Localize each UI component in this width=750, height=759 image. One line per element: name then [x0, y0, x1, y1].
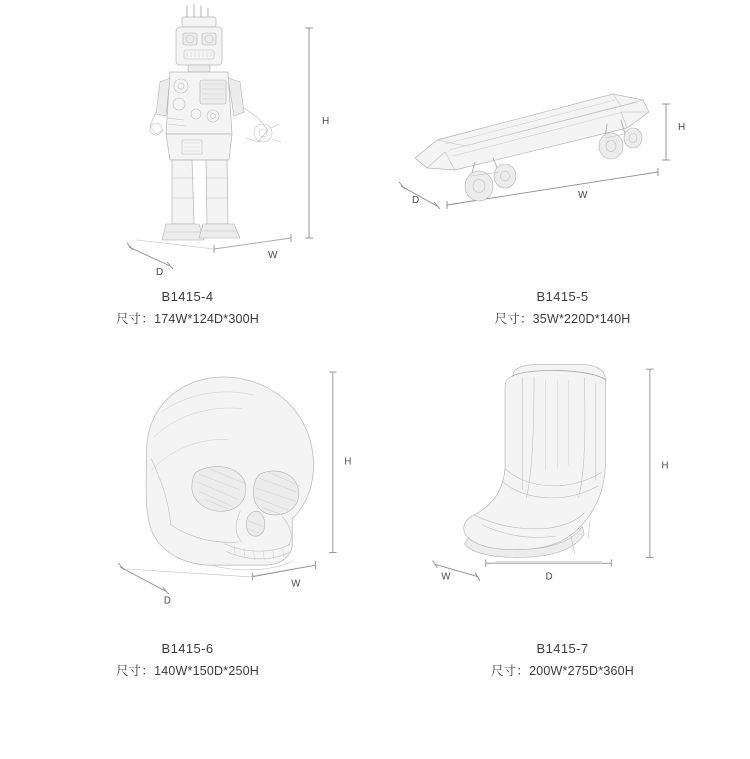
- skull-width-label: W: [291, 578, 301, 590]
- product-dimensions: 尺寸：35W*220D*140H: [494, 312, 631, 326]
- product-caption: [0, 640, 375, 680]
- product-cell-b1415-6: [0, 345, 375, 685]
- product-cell-b1415-4: [0, 0, 375, 340]
- skateboard-figurine-illustration: [375, 0, 750, 280]
- skateboard-height-label: H: [678, 122, 686, 133]
- skull-height-label: H: [344, 456, 352, 468]
- skull-figurine-illustration: [0, 345, 375, 625]
- product-cell-b1415-5: [375, 0, 750, 340]
- robot-depth-label: D: [156, 267, 164, 278]
- robot-figurine-illustration: [0, 0, 375, 280]
- boot-width-label: W: [441, 571, 451, 583]
- product-dimensions: 尺寸：200W*275D*360H: [490, 664, 635, 678]
- product-code: B1415-4: [161, 289, 214, 304]
- skull-depth-label: D: [163, 595, 171, 607]
- product-code: B1415-5: [536, 289, 589, 304]
- boot-depth-label: D: [545, 571, 553, 583]
- boot-height-label: H: [661, 460, 669, 472]
- robot-width-label: W: [268, 250, 278, 261]
- boot-figurine-illustration: [375, 345, 750, 625]
- product-code: B1415-7: [536, 641, 589, 656]
- skateboard-width-label: W: [578, 190, 588, 201]
- product-code: B1415-6: [161, 641, 214, 656]
- skateboard-depth-label: D: [412, 195, 420, 206]
- product-cell-b1415-7: [375, 345, 750, 685]
- robot-height-label: H: [322, 116, 330, 127]
- product-caption: [0, 288, 375, 328]
- product-caption: [375, 288, 750, 328]
- product-dimensions: 尺寸：174W*124D*300H: [115, 312, 260, 326]
- product-caption: [375, 640, 750, 680]
- product-dimensions: 尺寸：140W*150D*250H: [115, 664, 260, 678]
